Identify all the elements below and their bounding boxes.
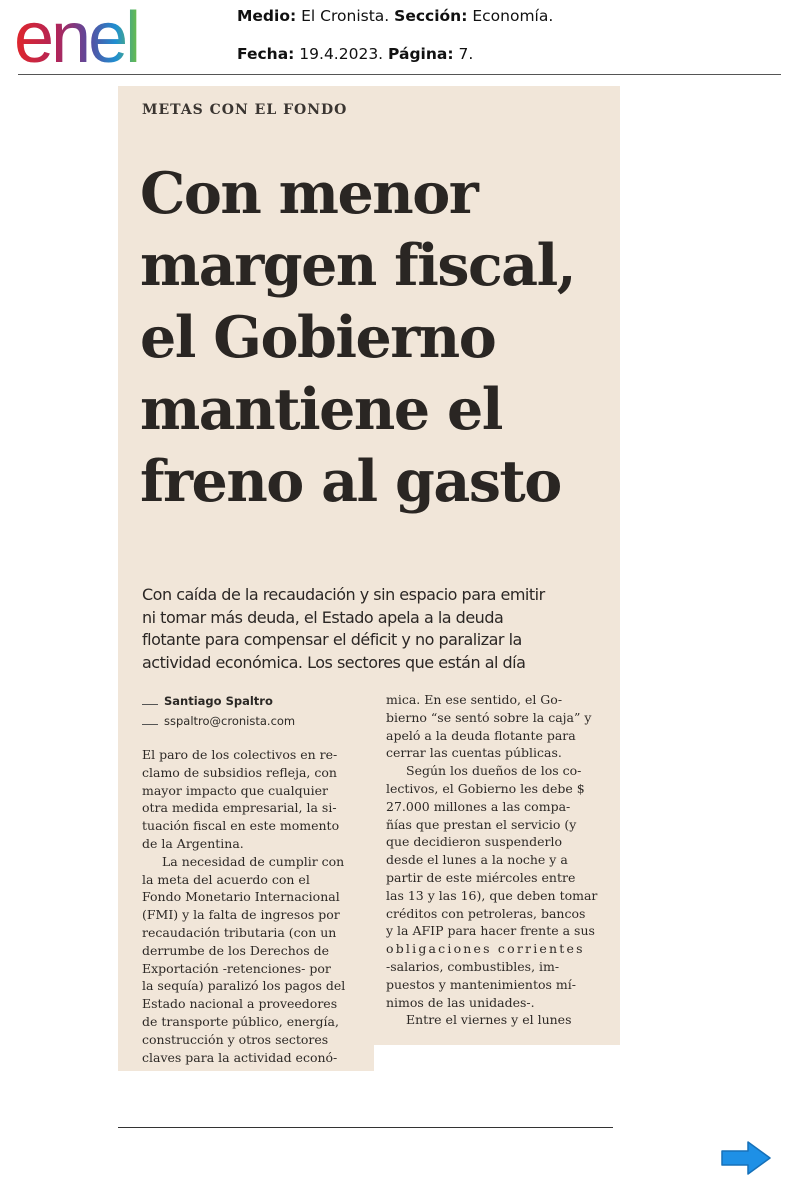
newspaper-clipping	[118, 86, 620, 1071]
column-line: mayor impacto que cualquier	[142, 782, 329, 798]
headline-line: margen fiscal,	[140, 232, 576, 299]
column-line: mica. En ese sentido, el Go-	[386, 692, 563, 707]
column-line: puestos y mantenimientos mí-	[386, 976, 576, 992]
article-column-1	[142, 746, 374, 1066]
pagina-value: 7.	[458, 45, 474, 63]
column-line: de la Argentina.	[142, 835, 244, 851]
column-line: apeló a la deuda flotante para	[386, 727, 576, 743]
column-line: tuación fiscal en este momento	[142, 818, 340, 834]
column-line: Entre el viernes y el lunes	[406, 1012, 572, 1028]
column-line: Fondo Monetario Internacional	[142, 889, 340, 905]
lead-line: flotante para compensar el déficit y no paralizar la	[142, 630, 522, 649]
article-kicker: METAS CON EL FONDO	[142, 102, 348, 118]
column-line: y la AFIP para hacer frente a sus	[386, 923, 595, 939]
logo-text: enel	[14, 4, 139, 68]
headline-line: el Gobierno	[140, 304, 496, 371]
column-line: recaudación tributaria (con un	[142, 924, 337, 940]
headline-line: Con menor	[140, 160, 478, 227]
column-line: las 13 y las 16), que deben tomar	[386, 887, 598, 903]
fecha-label: Fecha:	[237, 45, 295, 63]
pagina-label: Página:	[388, 45, 454, 63]
column-line: claves para la actividad econó-	[142, 1049, 338, 1065]
column-line: la meta del acuerdo con el	[142, 871, 310, 887]
header-divider	[18, 74, 781, 75]
column-line: ñías que prestan el servicio (y	[386, 816, 577, 832]
seccion-value: Economía.	[472, 7, 554, 25]
column-line: El paro de los colectivos en re-	[142, 747, 338, 762]
byline-dash	[142, 724, 158, 725]
column-line: Exportación -retenciones- por	[142, 960, 331, 976]
footer-divider	[118, 1127, 613, 1128]
header-fecha-line	[237, 45, 473, 63]
column-line: lectivos, el Gobierno les debe $	[386, 780, 585, 796]
author-email: sspaltro@cronista.com	[164, 714, 296, 728]
lead-line: Con caída de la recaudación y sin espacio para emitir	[142, 585, 545, 604]
seccion-label: Sección:	[394, 7, 468, 25]
fecha-value: 19.4.2023.	[299, 45, 384, 63]
column-line: otra medida empresarial, la si-	[142, 800, 337, 816]
lead-line: ni tomar más deuda, el Estado apela a la deuda	[142, 607, 504, 627]
column-line: (FMI) y la falta de ingresos por	[142, 907, 340, 923]
headline-line: freno al gasto	[140, 448, 561, 515]
column-line: Estado nacional a proveedores	[142, 996, 338, 1012]
column-line: Según los dueños de los co-	[406, 763, 582, 779]
column-line: bierno “se sentó sobre la caja” y	[386, 709, 592, 725]
column-line: de transporte público, energía,	[142, 1013, 339, 1029]
medio-value: El Cronista.	[301, 7, 390, 25]
byline-dash	[142, 704, 158, 705]
column-line: partir de este miércoles entre	[386, 869, 576, 885]
byline	[142, 694, 372, 734]
column-line: 27.000 millones a las compa-	[386, 798, 571, 814]
column-line: clamo de subsidios refleja, con	[142, 764, 337, 780]
column-line: obligaciones corrientes	[386, 941, 585, 957]
column-line: cerrar las cuentas públicas.	[386, 745, 562, 761]
article-column-2	[386, 691, 604, 1029]
article-lead	[142, 584, 612, 674]
header-medio-line	[237, 7, 553, 25]
column-line: la sequía) paralizó los pagos del	[142, 978, 346, 994]
column-line: desde el lunes a la noche y a	[386, 852, 568, 868]
column-line: La necesidad de cumplir con	[162, 853, 345, 869]
medio-label: Medio:	[237, 7, 297, 25]
article-headline	[140, 158, 610, 518]
lead-line: actividad económica. Los sectores que están al día	[142, 652, 526, 672]
column-line: nimos de las unidades-.	[386, 994, 535, 1010]
clipping-cut-corner	[374, 1045, 620, 1071]
author-name: Santiago Spaltro	[164, 694, 273, 708]
enel-logo	[14, 4, 184, 68]
column-line: créditos con petroleras, bancos	[386, 905, 586, 921]
column-line: -salarios, combustibles, im-	[386, 958, 560, 974]
column-line: que decidieron suspenderlo	[386, 834, 562, 850]
headline-line: mantiene el	[140, 376, 502, 443]
column-line: derrumbe de los Derechos de	[142, 942, 330, 958]
column-line: construcción y otros sectores	[142, 1031, 329, 1047]
right-arrow-icon[interactable]	[720, 1140, 772, 1176]
